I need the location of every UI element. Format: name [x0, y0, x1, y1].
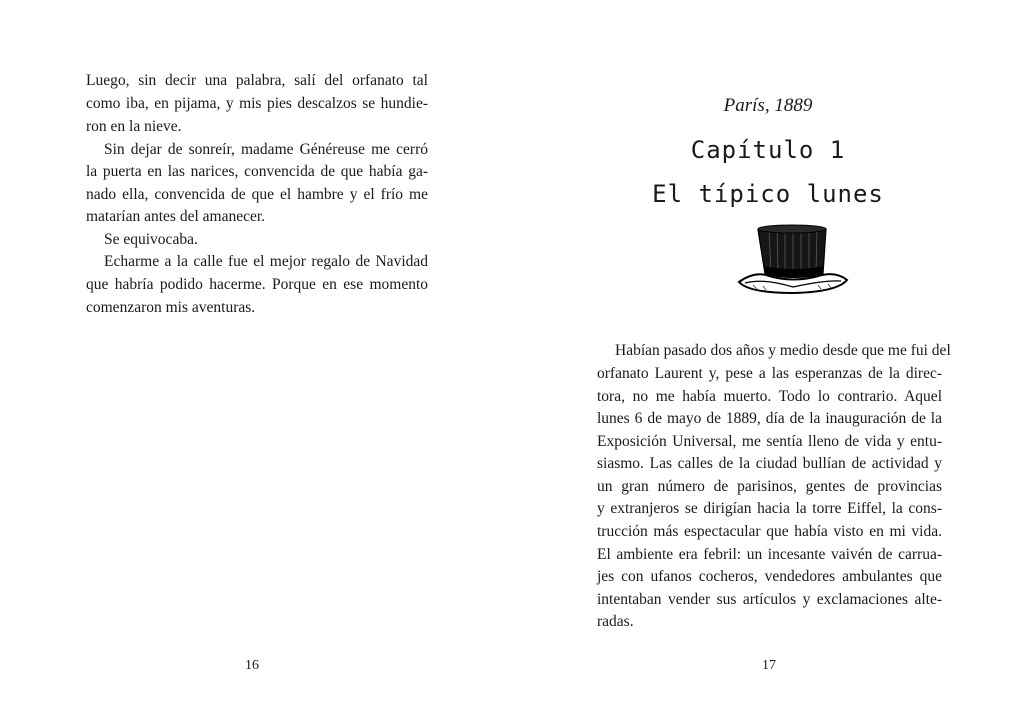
chapter-place-date: París, 1889	[723, 95, 813, 116]
text-line: orfanato Laurent y, pese a las esperanzas de la direc-	[597, 365, 942, 382]
text-line: siasmo. Las calles de la ciudad bullían de actividad y	[597, 455, 942, 472]
text-line: como iba, en pijama, y mis pies descalzos se hundie-	[86, 95, 428, 112]
page-number: 16	[245, 658, 259, 673]
text-line: Exposición Universal, me sentía lleno de vida y entu-	[597, 433, 942, 450]
text-line: la puerta en las narices, convencida de que había ga-	[86, 163, 428, 180]
text-line: que habría podido hacerme. Porque en ese momento	[86, 276, 428, 293]
text-line: ron en la nieve.	[86, 118, 182, 135]
chapter-number: Capítulo 1	[690, 136, 846, 164]
text-line: y extranjeros se dirigían hacia la torre Eiffel, la cons-	[597, 500, 942, 517]
text-line: comenzaron mis aventuras.	[86, 299, 256, 316]
text-line: Luego, sin decir una palabra, salí del orfanato tal	[86, 72, 428, 89]
text-line: radas.	[597, 613, 634, 630]
text-line: Se equivocaba.	[104, 231, 198, 248]
text-line: matarían antes del amanecer.	[86, 208, 266, 225]
text-line: Sin dejar de sonreír, madame Généreuse me cerró	[104, 141, 428, 158]
chapter-title: El típico lunes	[652, 180, 884, 208]
text-line: nado ella, convencida de que el hambre y el frío me	[86, 186, 428, 203]
text-line: un gran número de parisinos, gentes de provincias	[597, 478, 942, 495]
text-line: intentaban vender sus artículos y exclamaciones alte-	[597, 591, 942, 608]
page-number: 17	[762, 658, 776, 673]
text-line: lunes 6 de mayo de 1889, día de la inauguración de la	[597, 410, 942, 427]
text-line: tora, no me había muerto. Todo lo contrario. Aquel	[597, 388, 942, 405]
text-line: Habían pasado dos años y medio desde que me fui del	[615, 342, 951, 359]
top-hat-icon	[733, 222, 853, 298]
text-line: El ambiente era febril: un incesante vaivén de carrua-	[597, 546, 942, 563]
right-page	[512, 0, 1024, 717]
text-line: trucción más espectacular que había visto en mi vida.	[597, 523, 942, 540]
text-line: jes con ufanos cocheros, vendedores ambulantes que	[597, 568, 942, 585]
text-line: Echarme a la calle fue el mejor regalo de Navidad	[104, 253, 428, 270]
